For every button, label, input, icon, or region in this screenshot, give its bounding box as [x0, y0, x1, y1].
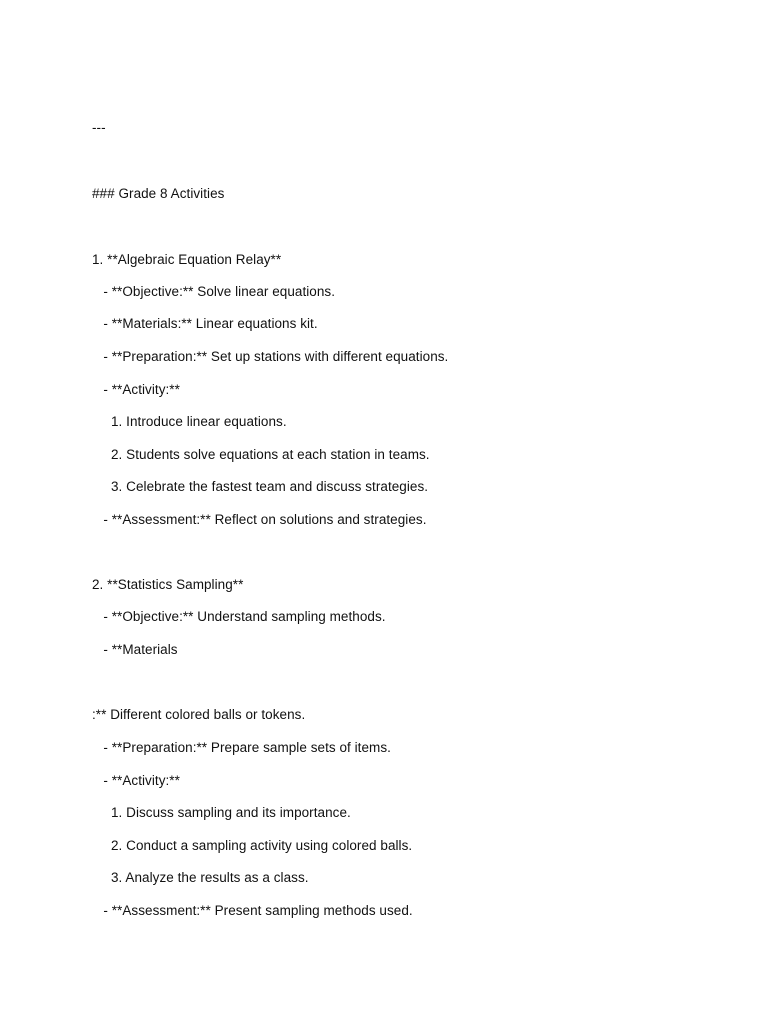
- activity-1-materials: - **Materials:** Linear equations kit.: [92, 316, 318, 331]
- activity-2-assessment: - **Assessment:** Present sampling methods used.: [92, 903, 413, 918]
- horizontal-rule-text: ---: [92, 120, 106, 135]
- activity-2-step-1: 1. Discuss sampling and its importance.: [92, 805, 351, 820]
- activity-1-step-3: 3. Celebrate the fastest team and discuss strategies.: [92, 479, 429, 494]
- activity-2-materials-continued: :** Different colored balls or tokens.: [92, 707, 306, 722]
- activity-1-activity-label: - **Activity:**: [92, 382, 180, 397]
- activity-title-2: 2. **Statistics Sampling**: [92, 577, 244, 592]
- activity-2-preparation: - **Preparation:** Prepare sample sets of items.: [92, 740, 391, 755]
- activity-1-assessment: - **Assessment:** Reflect on solutions and strategies.: [92, 512, 427, 527]
- activity-2-activity-label: - **Activity:**: [92, 773, 180, 788]
- activity-2-materials-start: - **Materials: [92, 642, 178, 657]
- section-heading: ### Grade 8 Activities: [92, 186, 225, 201]
- activity-2-step-2: 2. Conduct a sampling activity using colored balls.: [92, 838, 413, 853]
- activity-2-objective: - **Objective:** Understand sampling methods.: [92, 609, 386, 624]
- activity-1-objective: - **Objective:** Solve linear equations.: [92, 284, 336, 299]
- activity-title-1: 1. **Algebraic Equation Relay**: [92, 252, 282, 267]
- activity-1-preparation: - **Preparation:** Set up stations with different equations.: [92, 349, 449, 364]
- activity-1-step-2: 2. Students solve equations at each station in teams.: [92, 447, 430, 462]
- activity-2-step-3: 3. Analyze the results as a class.: [92, 870, 309, 885]
- activity-1-step-1: 1. Introduce linear equations.: [92, 414, 287, 429]
